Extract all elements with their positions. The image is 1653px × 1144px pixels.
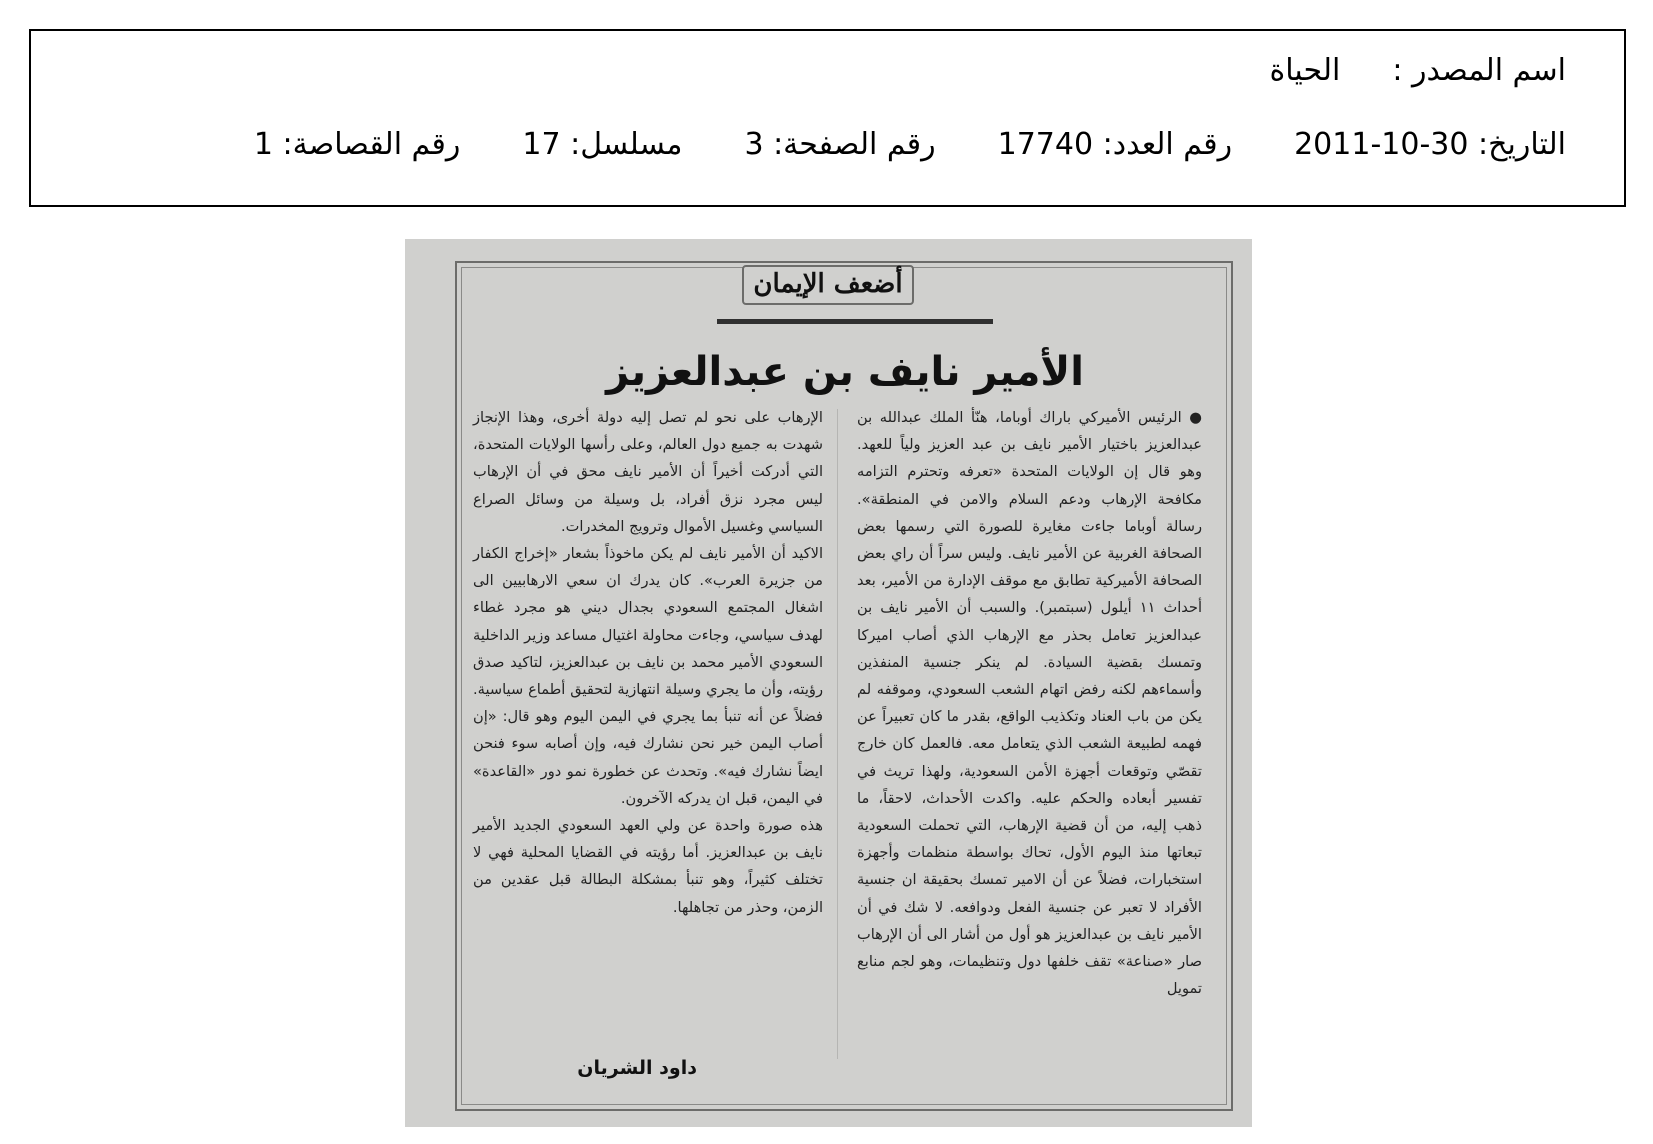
clipping-metadata-box (29, 29, 1626, 207)
issue-number: رقم العدد: 17740 (997, 127, 1233, 162)
article-paragraph: ● الرئيس الأميركي باراك أوباما، هنّأ الملك عبدالله بن عبدالعزيز باختيار الأمير نايف بن عبد العزيز ولياً للعهد. وهو قال إن الولايات المتحدة «تعرفه وتحترم التزامه مكافحة الإرهاب ودعم السلام والامن في المنطقة». رسالة أوباما جاءت مغايرة للصورة التي رسمها بعض الصحافة الغربية عن الأمير نايف. وليس سراً أن راي بعض الصحافة الأميركية تطابق مع موقف الإدارة من الأمير، بعد أحداث ١١ أيلول (سبتمبر). والسبب أن الأمير نايف بن عبدالعزيز تعامل بحذر مع الإرهاب الذي أصاب اميركا وتمسك بقضية السيادة. لم ينكر جنسية المنفذين وأسماءهم لكنه رفض اتهام الشعب السعودي، وموقفه لم يكن من باب العناد وتكذيب الواقع، بقدر ما كان تعبيراً عن فهمه لطبيعة الشعب الذي يتعامل معه. فالعمل كان خارج تقصّي وتوقعات أجهزة الأمن السعودية، ولهذا تريث في تفسير أبعاده والحكم عليه. واكدت الأحداث، لاحقاً، ما ذهب إليه، من أن قضية الإرهاب، التي تحملت السعودية تبعاتها منذ اليوم الأول، تحاك بواسطة منظمات وأجهزة استخبارات، فضلاً عن أن الامير تمسك بحقيقة ان جنسية الأفراد لا تعبر عن جنسية الفعل ودوافعه. لا شك في أن الأمير نايف بن عبدالعزيز هو أول من أشار الى أن الإرهاب صار «صناعة» تقف خلفها دول وتنظيمات، وهو لجم منابع تمويل (857, 409, 1203, 998)
source-label: اسم المصدر : (1392, 53, 1566, 88)
article-paragraph: الإرهاب على نحو لم تصل إليه دولة أخرى، وهذا الإنجاز شهدت به جميع دول العالم، وعلى رأسها الولايات المتحدة، التي أدركت أخيراً أن الأمير نايف محق في أن الإرهاب ليس مجرد نزق أفراد، بل وسيلة من وسائل الصراع السياسي وغسيل الأموال وترويج المخدرات. (473, 409, 823, 535)
article-paragraph: هذه صورة واحدة عن ولي العهد السعودي الجديد الأمير نايف بن عبدالعزيز. أما رؤيته في القضايا المحلية فهي لا تختلف كثيراً، وهو تنبأ بمشكلة البطالة قبل عقدين من الزمن، وحذر من تجاهلها. (473, 817, 823, 916)
article-column-right (857, 404, 1202, 1002)
article-headline: الأمير نايف بن عبدالعزيز (606, 349, 1084, 395)
title-rule (717, 319, 993, 324)
column-divider (837, 409, 838, 1059)
newspaper-clipping (405, 239, 1252, 1127)
article-paragraph: الاكيد أن الأمير نايف لم يكن ماخوذاً بشعار «إخراج الكفار من جزيرة العرب». كان يدرك ان سعي الارهابيين الى اشغال المجتمع السعودي بجدال ديني هو مجرد غطاء لهدف سياسي، وجاءت محاولة اغتيال مساعد وزير الداخلية السعودي الأمير محمد بن نايف بن عبدالعزيز، لتاكيد صدق رؤيته، وأن ما يجري وسيلة انتهازية لتحقيق أطماع سياسية. فضلاً عن أنه تنبأ بما يجري في اليمن اليوم وهو قال: «إن أصاب اليمن خير نحن نشارك فيه، وإن أصابه سوء فنحن ايضاً نشارك فيه». وتحدث عن خطورة نمو دور «القاعدة» في اليمن، قبل ان يدركه الآخرون. (473, 545, 823, 807)
page-number: رقم الصفحة: 3 (744, 127, 936, 162)
author-byline: داود الشريان (577, 1057, 697, 1079)
serial-number: مسلسل: 17 (522, 127, 683, 162)
column-title: أضعف الإيمان (742, 265, 914, 305)
source-value: الحياة (1269, 53, 1341, 88)
source-row (1270, 53, 1566, 88)
publication-details-row (254, 127, 1566, 162)
clip-number: رقم القصاصة: 1 (253, 127, 461, 162)
publication-date: التاريخ: 30-10-2011 (1294, 127, 1566, 162)
article-column-left (473, 404, 823, 921)
